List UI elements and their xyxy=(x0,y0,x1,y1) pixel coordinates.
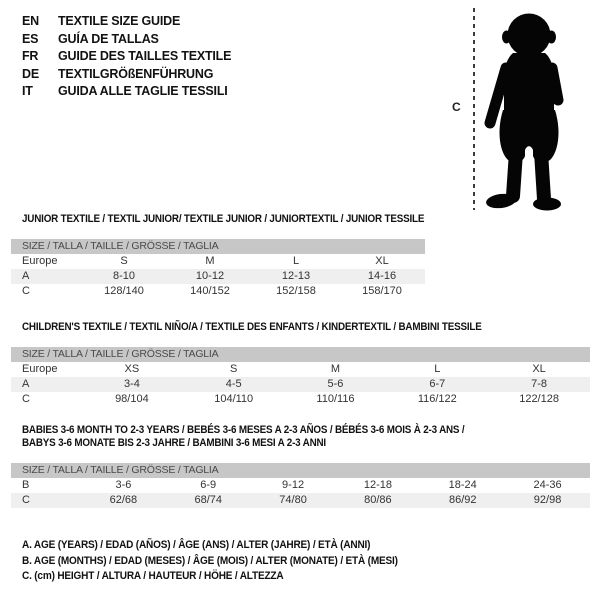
section-title-line: JUNIOR TEXTILE / TEXTIL JUNIOR/ TEXTILE JUNIOR / JUNIORTEXTIL / JUNIOR TESSILE xyxy=(22,213,425,225)
language-title: GUIDA ALLE TAGLIE TESSILI xyxy=(58,84,228,98)
table-cell: 68/74 xyxy=(194,494,222,506)
table-cell: 158/170 xyxy=(362,285,402,297)
table-cell: S xyxy=(230,363,238,375)
language-title: TEXTILE SIZE GUIDE xyxy=(58,14,181,28)
language-code: EN xyxy=(22,14,39,28)
language-row xyxy=(22,13,231,31)
table-cell: 62/68 xyxy=(109,494,138,506)
table-row xyxy=(11,392,590,407)
row-label: Europe xyxy=(22,255,58,267)
size-section xyxy=(11,213,425,299)
footnote: B. AGE (MONTHS) / EDAD (MESES) / ÂGE (MOIS) / ALTER (MONATE) / ETÀ (MESI) xyxy=(22,554,398,567)
table-cell: XL xyxy=(375,255,389,267)
table-cell: 98/104 xyxy=(115,393,149,405)
table-cell: 7-8 xyxy=(531,378,548,390)
language-code: ES xyxy=(22,31,39,46)
row-label: C xyxy=(22,285,30,297)
language-title: TEXTILGRÖßENFÜHRUNG xyxy=(58,66,214,81)
table-row xyxy=(11,493,590,508)
table-cell: 122/128 xyxy=(519,393,559,405)
table-cell: 128/140 xyxy=(104,285,144,297)
table-cell: L xyxy=(434,363,441,375)
size-section xyxy=(11,321,590,407)
table-cell: 18-24 xyxy=(448,479,477,491)
table-cell: 24-36 xyxy=(533,479,562,491)
table-cell: L xyxy=(292,255,300,267)
size-header-bar: SIZE / TALLA / TAILLE / GRÖSSE / TAGLIA xyxy=(11,239,425,254)
table-cell: S xyxy=(120,255,128,267)
table-row xyxy=(11,284,425,299)
table-cell: 5-6 xyxy=(327,378,344,390)
language-row xyxy=(22,31,231,49)
language-code: IT xyxy=(22,84,33,98)
table-cell: 6-7 xyxy=(429,378,446,390)
row-label: C xyxy=(22,494,30,506)
table-row xyxy=(11,478,590,493)
measure-c-label: C xyxy=(452,100,461,114)
language-code: FR xyxy=(22,49,39,63)
table-cell: M xyxy=(330,363,341,375)
table-row xyxy=(11,377,590,392)
table-cell: 9-12 xyxy=(282,479,305,491)
table-cell: 10-12 xyxy=(195,270,225,282)
table-cell: 116/122 xyxy=(417,393,457,405)
table-cell: 104/110 xyxy=(214,393,254,405)
table-cell: 4-5 xyxy=(225,378,242,390)
language-row xyxy=(22,48,231,66)
table-row xyxy=(11,254,425,269)
table-cell: 3-6 xyxy=(115,479,132,491)
language-row xyxy=(22,83,231,101)
table-cell: XS xyxy=(124,363,140,375)
language-title: GUIDE DES TAILLES TEXTILE xyxy=(58,49,232,63)
table-cell: 3-4 xyxy=(123,378,140,390)
section-title-line: BABYS 3-6 MONATE BIS 2-3 JAHRE / BAMBINI 3-6 MESI A 2-3 ANNI xyxy=(22,437,326,449)
table-cell: 110/116 xyxy=(316,393,355,405)
row-label: B xyxy=(22,479,30,491)
footnote: C. (cm) HEIGHT / ALTURA / HAUTEUR / HÖHE / ALTEZZA xyxy=(22,570,284,582)
table-cell: 6-9 xyxy=(200,479,217,491)
table-cell: 86/92 xyxy=(448,494,477,506)
baby-silhouette-icon xyxy=(478,4,578,211)
section-title-line: BABIES 3-6 MONTH TO 2-3 YEARS / BEBÉS 3-6 MESES A 2-3 AÑOS / BÉBÉS 3-6 MOIS À 2-3 ANS / xyxy=(22,424,465,436)
table-cell: 74/80 xyxy=(279,494,307,506)
row-label: Europe xyxy=(22,363,58,375)
size-header-bar: SIZE / TALLA / TAILLE / GRÖSSE / TAGLIA xyxy=(11,463,590,478)
table-cell: 140/152 xyxy=(190,285,230,297)
section-title xyxy=(22,213,425,226)
table-cell: M xyxy=(205,255,215,267)
language-row xyxy=(22,66,231,84)
table-cell: 8-10 xyxy=(112,270,136,282)
table-cell: XL xyxy=(532,363,546,375)
section-title xyxy=(22,321,550,334)
table-cell: 12-13 xyxy=(281,270,311,282)
table-row xyxy=(11,269,425,284)
section-title xyxy=(22,424,550,450)
language-code: DE xyxy=(22,66,39,81)
table-row xyxy=(11,362,590,377)
table-cell: 152/158 xyxy=(276,285,316,297)
table-cell: 14-16 xyxy=(367,270,397,282)
row-label: C xyxy=(22,393,30,405)
row-label: A xyxy=(22,270,30,282)
size-section xyxy=(11,424,590,508)
table-cell: 92/98 xyxy=(533,494,562,506)
footnotes xyxy=(22,538,426,585)
table-cell: 12-18 xyxy=(363,479,392,491)
section-title-line: CHILDREN'S TEXTILE / TEXTIL NIÑO/A / TEXTILE DES ENFANTS / KINDERTEXTIL / BAMBINI TESSILE xyxy=(22,321,482,333)
height-measure-dashed-line xyxy=(473,8,475,210)
footnote: A. AGE (YEARS) / EDAD (AÑOS) / ÂGE (ANS) / ALTER (JAHRE) / ETÀ (ANNI) xyxy=(22,539,371,551)
language-title: GUÍA DE TALLAS xyxy=(58,31,159,46)
language-list xyxy=(22,13,231,101)
table-cell: 80/86 xyxy=(364,494,392,506)
row-label: A xyxy=(22,378,30,390)
size-header-bar: SIZE / TALLA / TAILLE / GRÖSSE / TAGLIA xyxy=(11,347,590,362)
